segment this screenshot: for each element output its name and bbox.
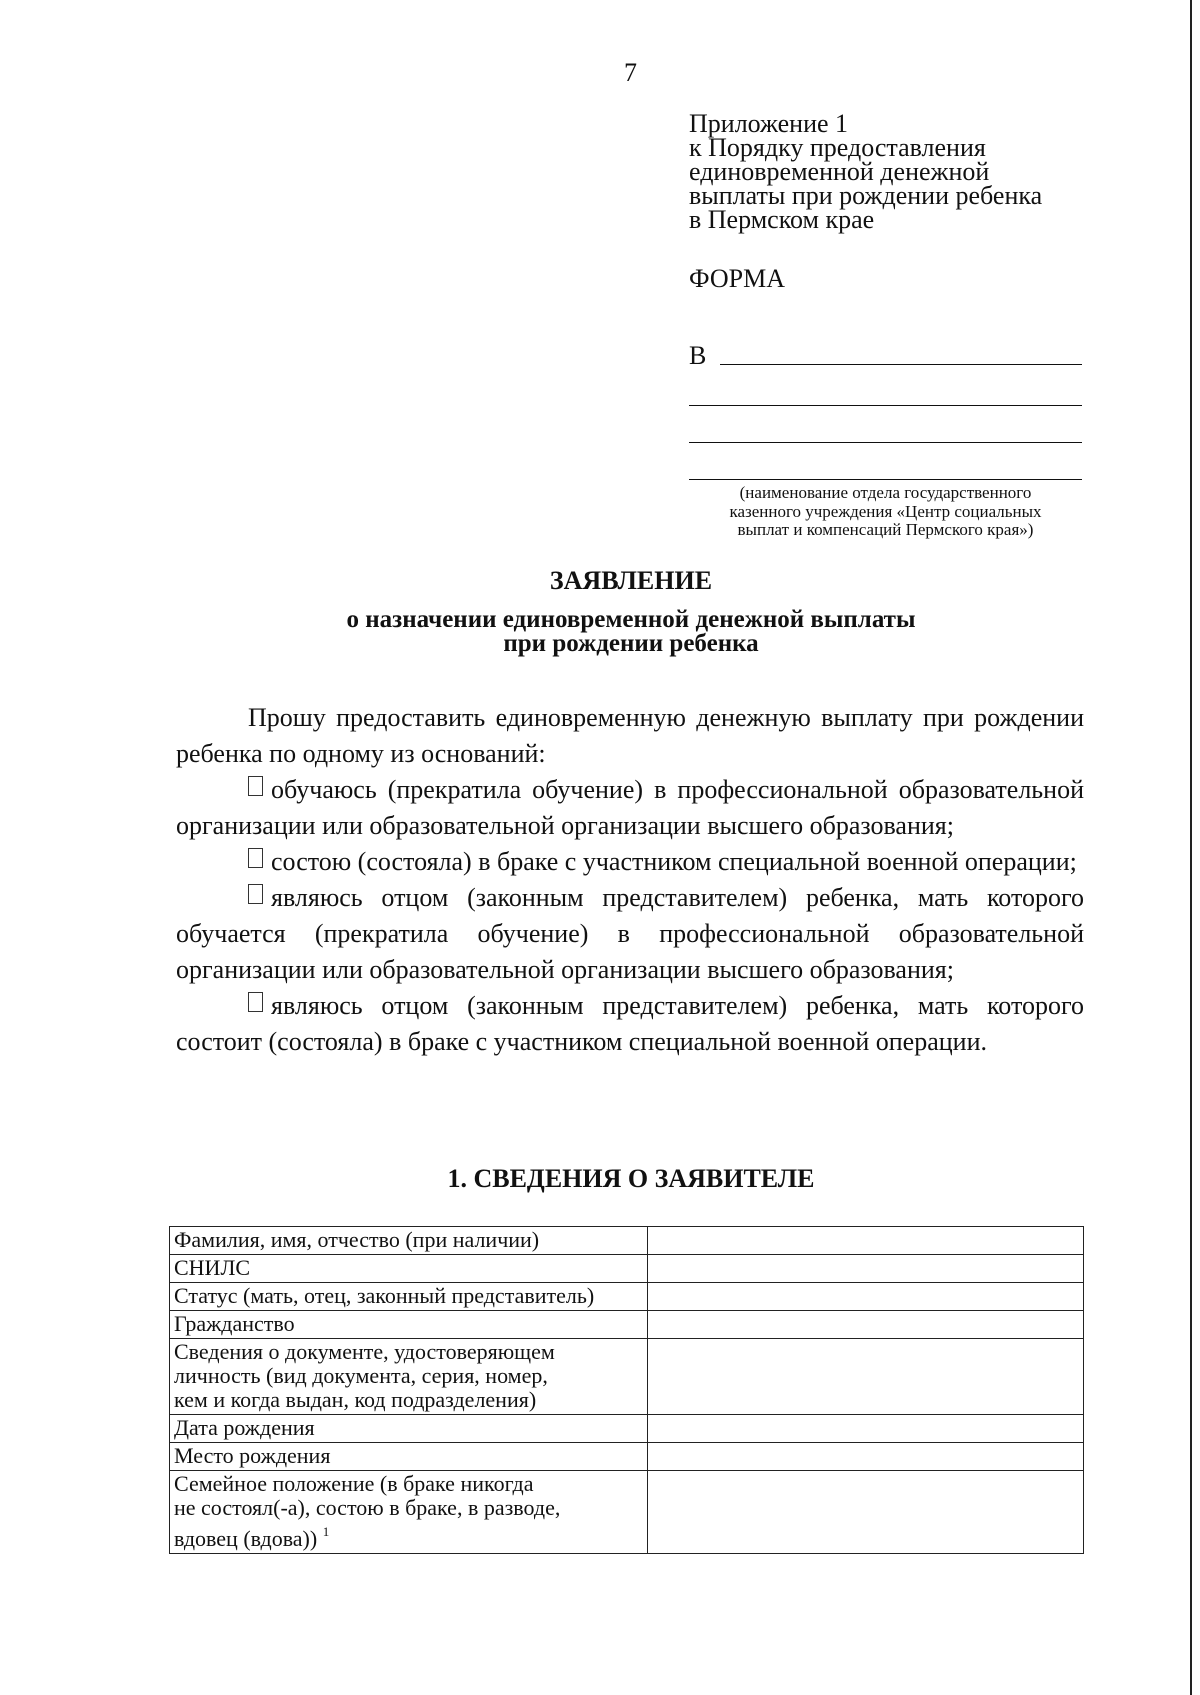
table-row xyxy=(170,1311,1084,1339)
label-line: вдовец (вдова)) xyxy=(174,1526,318,1551)
table-row xyxy=(170,1283,1084,1311)
intro-paragraph: Прошу предоставить единовременную денежную выплату при рождении ребенка по одному из оснований: xyxy=(176,703,1084,768)
label-line: личность (вид документа, серия, номер, xyxy=(174,1363,548,1388)
option-text: обучаюсь (прекратила обучение) в профессиональной образовательной организации или образовательной организации высшего образования; xyxy=(176,775,1084,840)
label-line: Сведения о документе, удостоверяющем xyxy=(174,1339,555,1364)
form-label: ФОРМА xyxy=(689,264,785,293)
appendix-line: в Пермском крае xyxy=(689,205,875,234)
checkbox-icon[interactable] xyxy=(248,848,263,868)
row-label xyxy=(170,1311,648,1339)
option-item xyxy=(176,988,1084,1060)
option-text: состою (состояла) в браке с участником специальной военной операции; xyxy=(271,847,1077,876)
page-number: 7 xyxy=(624,58,637,87)
label-line: Гражданство xyxy=(174,1311,295,1336)
checkbox-icon[interactable] xyxy=(248,776,263,796)
appendix-line: единовременной денежной xyxy=(689,157,990,186)
label-line: Дата рождения xyxy=(174,1415,315,1440)
label-line: кем и когда выдан, код подразделения) xyxy=(174,1387,537,1412)
option-item xyxy=(176,844,1084,880)
option-item xyxy=(176,772,1084,844)
table-row xyxy=(170,1443,1084,1471)
caption-line: выплат и компенсаций Пермского края») xyxy=(737,520,1034,539)
appendix-heading xyxy=(689,109,1043,234)
label-line: Место рождения xyxy=(174,1443,331,1468)
row-value-cell[interactable] xyxy=(648,1283,1084,1311)
recipient-field-line[interactable] xyxy=(689,406,1082,443)
checkbox-icon[interactable] xyxy=(248,884,263,904)
label-line: СНИЛС xyxy=(174,1255,251,1280)
table-row xyxy=(170,1339,1084,1415)
option-item xyxy=(176,880,1084,988)
recipient-block xyxy=(689,335,1082,540)
request-body xyxy=(176,700,1084,1060)
caption-line: (наименование отдела государственного xyxy=(739,483,1032,502)
row-label xyxy=(170,1415,648,1443)
row-label xyxy=(170,1283,648,1311)
row-value-cell[interactable] xyxy=(648,1339,1084,1415)
row-label xyxy=(170,1339,648,1415)
label-line: Фамилия, имя, отчество (при наличии) xyxy=(174,1227,540,1252)
subtitle-line: при рождении ребенка xyxy=(503,630,759,657)
row-label xyxy=(170,1227,648,1255)
appendix-line: выплаты при рождении ребенка xyxy=(689,181,1043,210)
section-title: 1. СВЕДЕНИЯ О ЗАЯВИТЕЛЕ xyxy=(447,1164,815,1193)
document-subtitle xyxy=(0,608,1200,656)
document-title: ЗАЯВЛЕНИЕ xyxy=(549,566,713,595)
table-row xyxy=(170,1227,1084,1255)
table-row xyxy=(170,1415,1084,1443)
row-label xyxy=(170,1471,648,1554)
row-value-cell[interactable] xyxy=(648,1443,1084,1471)
recipient-prefix: В xyxy=(689,341,707,370)
recipient-field-line[interactable] xyxy=(689,369,1082,406)
caption-line: казенного учреждения «Центр социальных xyxy=(729,501,1042,521)
recipient-line[interactable] xyxy=(689,335,1082,369)
appendix-line: к Порядку предоставления xyxy=(689,133,986,162)
checkbox-icon[interactable] xyxy=(248,992,263,1012)
row-value-cell[interactable] xyxy=(648,1471,1084,1554)
applicant-info-table xyxy=(169,1226,1084,1554)
label-line: Семейное положение (в браке никогда xyxy=(174,1471,534,1496)
recipient-field-line[interactable] xyxy=(689,443,1082,480)
label-line-with-footnote xyxy=(174,1520,644,1551)
recipient-caption xyxy=(689,484,1082,540)
option-text: являюсь отцом (законным представителем) ребенка, мать которого состоит (состояла) в браке с участником специальной военной операции. xyxy=(176,991,1084,1056)
row-label xyxy=(170,1255,648,1283)
table-row xyxy=(170,1471,1084,1554)
row-value-cell[interactable] xyxy=(648,1415,1084,1443)
row-value-cell[interactable] xyxy=(648,1311,1084,1339)
label-line: Статус (мать, отец, законный представитель) xyxy=(174,1283,595,1308)
option-text: являюсь отцом (законным представителем) ребенка, мать которого обучается (прекратила обучение) в профессиональной образовательной организации или образовательной организации высшего образования; xyxy=(176,883,1084,984)
recipient-field-line[interactable] xyxy=(720,363,1082,365)
appendix-line: Приложение 1 xyxy=(689,109,849,138)
table-row xyxy=(170,1255,1084,1283)
row-value-cell[interactable] xyxy=(648,1255,1084,1283)
row-label xyxy=(170,1443,648,1471)
label-line: не состоял(-а), состою в браке, в разводе, xyxy=(174,1495,561,1520)
row-value-cell[interactable] xyxy=(648,1227,1084,1255)
subtitle-line: о назначении единовременной денежной выплаты xyxy=(346,606,916,633)
footnote-marker: 1 xyxy=(322,1524,330,1539)
